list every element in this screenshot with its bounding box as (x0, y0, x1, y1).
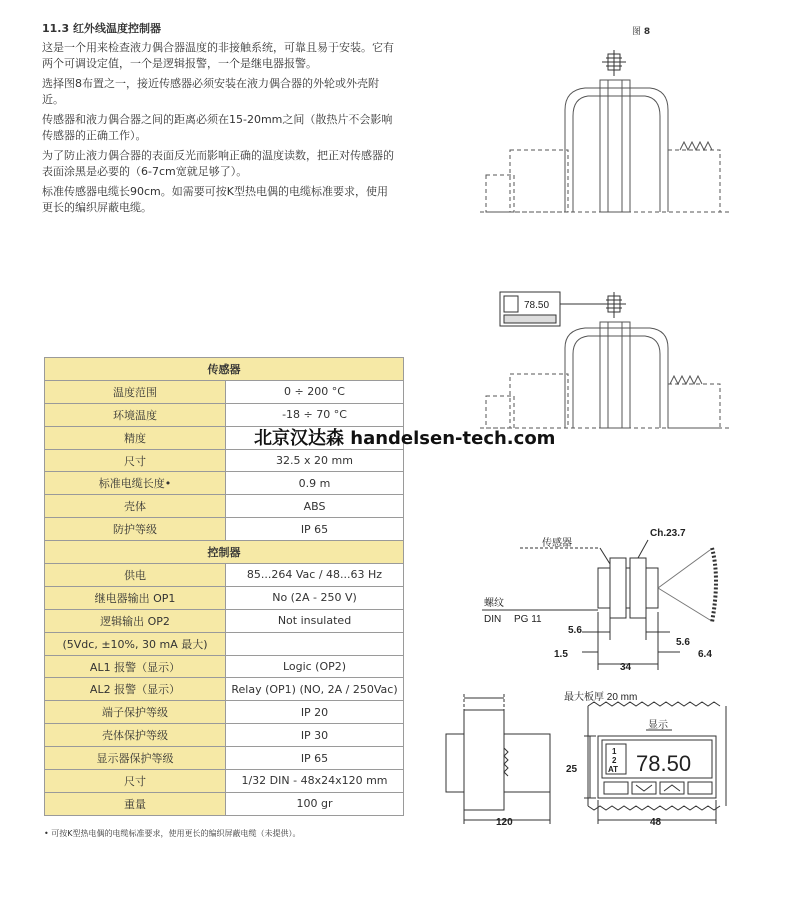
row-label: 继电器输出 OP1 (45, 586, 226, 609)
coupling-diagram-top (480, 50, 730, 220)
table-row (45, 380, 404, 403)
sensor-label: 传感器 (542, 538, 572, 549)
row-label: 显示器保护等级 (45, 747, 226, 770)
key-label: 1 (612, 747, 617, 756)
table-row (45, 518, 404, 541)
table-row (45, 724, 404, 747)
table-row (45, 564, 404, 587)
row-value: -18 ÷ 70 °C (226, 403, 404, 426)
footnote: • 可按K型热电偶的电缆标准要求，使用更长的编织屏蔽电缆（未提供）。 (44, 829, 301, 838)
table-row (45, 449, 404, 472)
row-label: 端子保护等级 (45, 701, 226, 724)
watermark: 北京汉达森 handelsen-tech.com (254, 428, 556, 449)
coupling-diagram-bottom (480, 286, 730, 436)
row-value: 85...264 Vac / 48...63 Hz (226, 564, 404, 587)
row-value: ABS (226, 495, 404, 518)
key-label: AT (608, 765, 619, 774)
row-label: 温度范围 (45, 380, 226, 403)
row-label: 标准电缆长度• (45, 472, 226, 495)
row-label: 尺寸 (45, 770, 226, 793)
row-label: 尺寸 (45, 449, 226, 472)
row-value: IP 30 (226, 724, 404, 747)
row-value: Not insulated (226, 609, 404, 632)
panel-thickness-label: 最大板厚 20 mm (564, 692, 638, 703)
row-value: 100 gr (226, 792, 404, 815)
row-value: 0.9 m (226, 472, 404, 495)
section-number: 11.3 (42, 22, 70, 35)
display-label: 显示 (648, 720, 668, 731)
figure-number: 8 (643, 27, 651, 37)
row-value: Logic (OP2) (226, 655, 404, 678)
row-value: 32.5 x 20 mm (226, 449, 404, 472)
row-label: AL2 报警（显示） (45, 678, 226, 701)
controller-front-drawing (560, 688, 740, 828)
din-label: DIN (484, 614, 502, 625)
row-label: 精度 (45, 426, 226, 449)
pg-label: PG 11 (514, 614, 542, 625)
dim-label: 6.4 (698, 649, 712, 660)
dim-label: 1.5 (554, 649, 568, 660)
figure-label (632, 24, 650, 37)
row-value: IP 20 (226, 701, 404, 724)
table-row (45, 632, 404, 655)
depth-dim-label: 120 (496, 817, 513, 828)
table-row (45, 792, 404, 815)
table-row (45, 770, 404, 793)
key-label: 2 (612, 756, 617, 765)
row-value: 0 ÷ 200 °C (226, 380, 404, 403)
row-label: 逻辑输出 OP2 (45, 609, 226, 632)
table-section-header (45, 358, 404, 381)
thread-label: 螺纹 (484, 598, 504, 609)
row-value: IP 65 (226, 747, 404, 770)
sensor-icon (602, 292, 626, 318)
row-value (226, 632, 404, 655)
table-row (45, 472, 404, 495)
paragraph: 标准传感器电缆长90cm。如需要可按K型热电偶的电缆标准要求，使用更长的编织屏蔽电缆。 (42, 185, 388, 214)
paragraph: 选择图8布置之一，接近传感器必须安装在液力偶合器的外轮或外壳附近。 (42, 77, 379, 106)
row-label: 供电 (45, 564, 226, 587)
table-section-header (45, 541, 404, 564)
row-label: (5Vdc, ±10%, 30 mA 最大) (45, 632, 226, 655)
row-label: 重量 (45, 792, 226, 815)
row-value: Relay (OP1) (NO, 2A / 250Vac) (226, 678, 404, 701)
dim-label: 34 (620, 662, 632, 670)
table-row (45, 403, 404, 426)
table-row (45, 495, 404, 518)
display-reading: 78.50 (636, 751, 692, 776)
table-row (45, 609, 404, 632)
section-heading (42, 20, 161, 36)
sensor-dimension-drawing (470, 520, 730, 670)
section-title: 红外线温度控制器 (72, 22, 161, 35)
description-text (42, 40, 394, 220)
dim-label: 5.6 (676, 637, 690, 648)
table-row (45, 747, 404, 770)
controller-reading: 78.50 (524, 300, 550, 311)
row-value: IP 65 (226, 518, 404, 541)
chamfer-label: Ch.23.7 (650, 528, 686, 539)
height-dim-label: 25 (566, 764, 578, 775)
table-row (45, 701, 404, 724)
row-label: 壳体 (45, 495, 226, 518)
controller-side-drawing (440, 688, 560, 828)
row-label: 防护等级 (45, 518, 226, 541)
paragraph: 这是一个用来检查液力偶合器温度的非接触系统，可靠且易于安装。它有两个可调设定值，一个是逻辑报警，一个是继电器报警。 (42, 41, 394, 70)
paragraph: 为了防止液力偶合器的表面反光而影响正确的温度读数，把正对传感器的表面涂黑是必要的（6-7cm宽就足够了）。 (42, 149, 394, 178)
figure-prefix: 图 (632, 27, 642, 37)
dim-label: 5.6 (568, 625, 582, 636)
table-row (45, 586, 404, 609)
row-label: AL1 报警（显示） (45, 655, 226, 678)
row-label: 环境温度 (45, 403, 226, 426)
width-dim-label: 48 (650, 817, 662, 828)
table-row (45, 678, 404, 701)
controller-header: 控制器 (45, 541, 404, 564)
controller-icon (500, 292, 560, 326)
row-value: 1/32 DIN - 48x24x120 mm (226, 770, 404, 793)
sensor-header: 传感器 (45, 358, 404, 381)
sensor-icon (602, 50, 626, 76)
paragraph: 传感器和液力偶合器之间的距离必须在15-20mm之间（散热片不会影响传感器的正确工作）。 (42, 113, 393, 142)
row-label: 壳体保护等级 (45, 724, 226, 747)
table-row (45, 655, 404, 678)
row-value: No (2A - 250 V) (226, 586, 404, 609)
